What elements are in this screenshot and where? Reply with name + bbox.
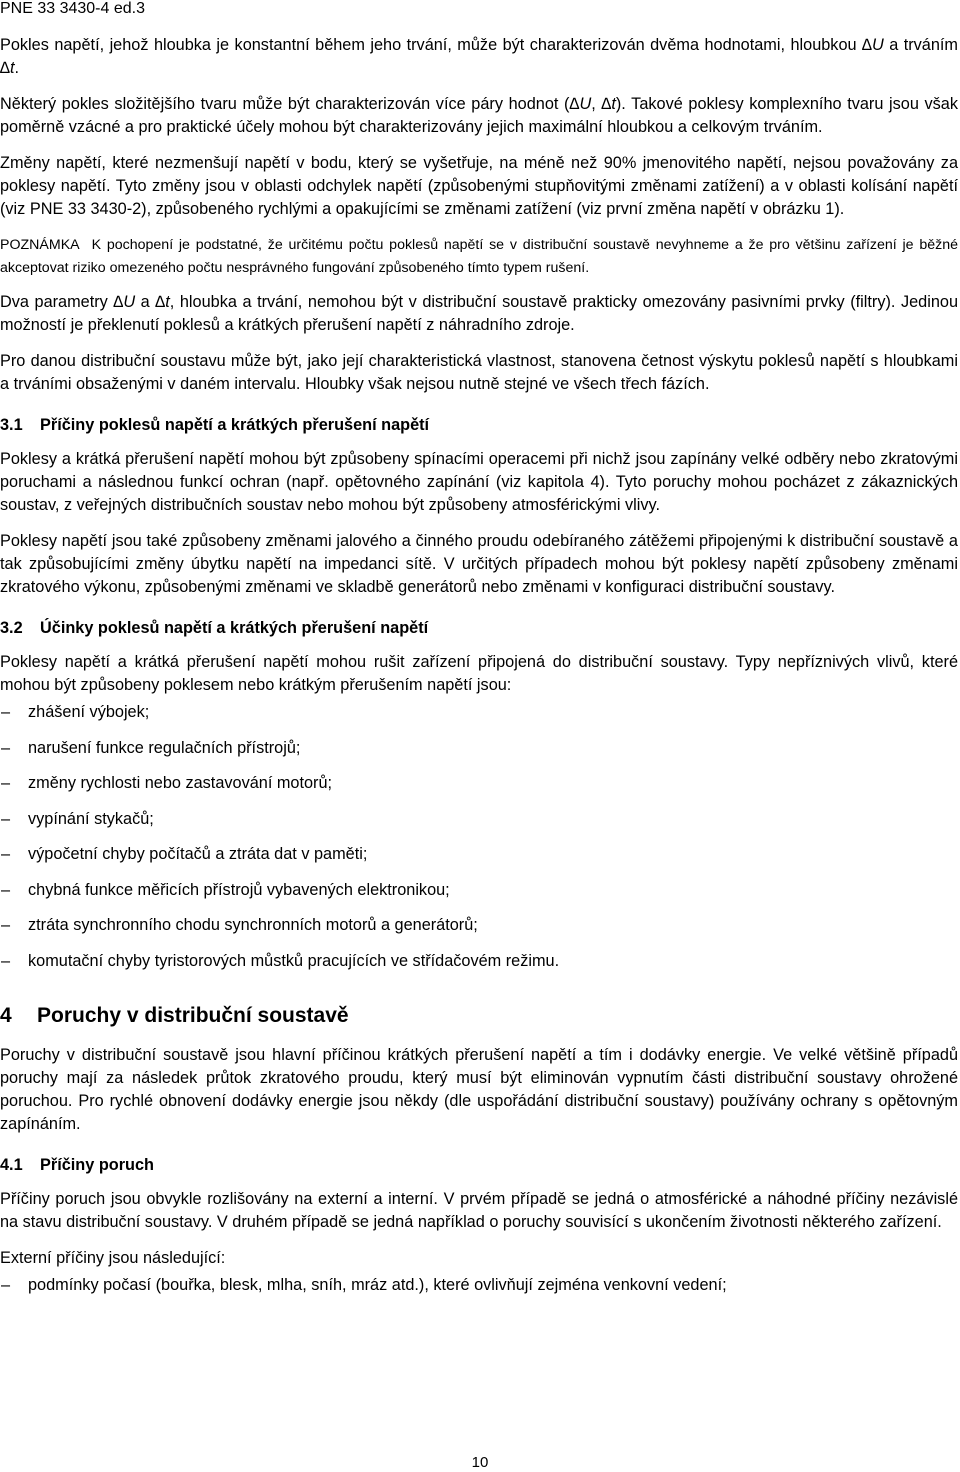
effects-list <box>0 701 958 973</box>
dash-bullet: – <box>1 880 11 899</box>
chapter-heading-4: 4 Poruchy v distribuční soustavě <box>0 1003 349 1027</box>
document-id: PNE 33 3430-4 ed.3 <box>0 0 145 17</box>
list-item-text: vypínání stykačů; <box>28 809 154 828</box>
dash-bullet: – <box>1 738 11 757</box>
paragraph-parameters: Dva parametry ∆U a ∆t, hloubka a trvání, nemohou být v distribuční soustavě prakticky omezovány pasivními prvky (filtry). Jedinou možností je překlenutí poklesů a krátkých přerušení napětí z náhradního zdroje. <box>0 293 959 334</box>
list-item <box>0 772 958 795</box>
paragraph-3-1-reactive: Poklesy napětí jsou také způsobeny změnami jalového a činného proudu odebíraného zátěžemi připojenými k distribuční soustavě a tak způsobujícími změny úbytku napětí na impedanci sítě. V určitých případech mohou být poklesy napětí způsobeny změnami zkratového výkonu, způsobenými změnami ve skladbě generátorů nebo změnami v konfiguraci distribuční soustavy. <box>0 532 958 596</box>
dash-bullet: – <box>1 951 11 970</box>
list-item <box>0 737 958 760</box>
note <box>0 234 958 280</box>
dash-bullet: – <box>1 1275 11 1294</box>
paragraph-4-1-external: Externí příčiny jsou následující: <box>0 1248 226 1267</box>
paragraph-sag-definition: Pokles napětí, jehož hloubka je konstantní během jeho trvání, může být charakterizován dvěma hodnotami, hloubkou ∆U a trváním ∆t. <box>0 36 958 77</box>
list-item <box>0 701 958 724</box>
paragraph-voltage-changes: Změny napětí, které nezmenšují napětí v bodu, který se vyšetřuje, na méně než 90% jmenovitého napětí, nejsou považovány za poklesy napětí. Tyto změny jsou v oblasti odchylek napětí (způsobenými stupňovitými změnami zatížení) a v oblasti kolísání napětí (viz PNE 33 3430-2), způsobeného rychlými a opakujícími se změnami zatížení (viz první změna napětí v obrázku 1). <box>0 154 958 218</box>
dash-bullet: – <box>1 916 11 934</box>
page-content <box>0 34 958 1310</box>
note-label: POZNÁMKA <box>0 237 80 253</box>
list-item-text: změny rychlosti nebo zastavování motorů; <box>28 774 333 792</box>
paragraph-3-1-causes: Poklesy a krátká přerušení napětí mohou být způsobeny spínacími operacemi při nichž jsou zapínány velké odběry nebo zkratovými poruchami a následnou funkcí ochran (např. opětovného zapínání (viz kapitola 4). Tyto poruchy mohou pocházet z zákaznických soustav, z veřejných distribučních soustav nebo mohou být způsobeny atmosférickými vlivy. <box>0 450 958 514</box>
list-item <box>0 914 958 937</box>
section-heading-3-2: 3.2 Účinky poklesů napětí a krátkých přerušení napětí <box>0 619 429 637</box>
list-item <box>0 1274 958 1297</box>
list-item <box>0 950 958 973</box>
section-heading-3-1: 3.1 Příčiny poklesů napětí a krátkých přerušení napětí <box>0 416 430 434</box>
paragraph-frequency: Pro danou distribuční soustavu může být, jako její charakteristická vlastnost, stanovena četnost výskytu poklesů napětí s hloubkami a trváními obsaženými v daném intervalu. Hloubky však nejsou nutně stejné ve všech třech fázích. <box>0 352 958 393</box>
list-item-text: komutační chyby tyristorových můstků pracujících ve střídačovém režimu. <box>28 951 560 970</box>
document-header <box>0 0 145 18</box>
paragraph-4-faults: Poruchy v distribuční soustavě jsou hlavní příčinou krátkých přerušení napětí a tím i dodávky energie. Ve velké většině případů poruchy mají za následek průtok zkratového proudu, který musí být eliminován vypnutím části distribuční soustavy ohrožené poruchou. Pro rychlé obnovení dodávky energie jsou někdy (dle uspořádání distribuční soustavy) používány ochrany s opětovným zapínáním. <box>0 1045 958 1133</box>
paragraph-4-1-causes: Příčiny poruch jsou obvykle rozlišovány na externí a interní. V prvém případě se jedná o atmosférické a náhodné příčiny nezávislé na stavu distribuční soustavy. V druhém případě se jedná například o poruchy souvisící s ukončením životnosti některého zařízení. <box>0 1189 958 1231</box>
list-item-text: výpočetní chyby počítačů a ztráta dat v paměti; <box>28 845 368 863</box>
note-text: K pochopení je podstatné, že určitému počtu poklesů napětí se v distribuční soustavě nevyhneme a že pro většinu zařízení je běžné akceptovat riziko omezeného počtu nesprávného fungování způsobeného tímto typem rušení. <box>0 237 958 276</box>
list-item-text: narušení funkce regulačních přístrojů; <box>28 738 301 757</box>
section-heading-4-1: 4.1 Příčiny poruch <box>0 1155 154 1174</box>
list-item-text: chybná funkce měřicích přístrojů vybavených elektronikou; <box>28 880 450 899</box>
dash-bullet: – <box>1 809 11 828</box>
dash-bullet: – <box>1 703 11 721</box>
list-item <box>0 879 958 902</box>
list-item-text: zhášení výbojek; <box>28 703 150 721</box>
dash-bullet: – <box>1 845 11 863</box>
paragraph-3-2-effects: Poklesy napětí a krátká přerušení napětí mohou rušit zařízení připojená do distribuční soustavy. Typy nepříznivých vlivů, které mohou být způsobeny poklesem nebo krátkým přerušením napětí jsou: <box>0 653 958 694</box>
paragraph-complex-sags: Některý pokles složitějšího tvaru může být charakterizován více páry hodnot (∆U, ∆t). Takové poklesy komplexního tvaru jsou však poměrně vzácné a pro praktické účely mohou být charakterizovány jejich maximální hloubkou a celkovým trváním. <box>0 95 959 136</box>
dash-bullet: – <box>1 774 11 792</box>
page-number: 10 <box>471 1454 489 1471</box>
external-causes-list <box>0 1274 958 1297</box>
list-item <box>0 843 958 866</box>
list-item <box>0 808 958 831</box>
list-item-text: ztráta synchronního chodu synchronních motorů a generátorů; <box>28 916 478 934</box>
list-item-text: podmínky počasí (bouřka, blesk, mlha, sníh, mráz atd.), které ovlivňují zejména venkovní vedení; <box>28 1275 727 1294</box>
